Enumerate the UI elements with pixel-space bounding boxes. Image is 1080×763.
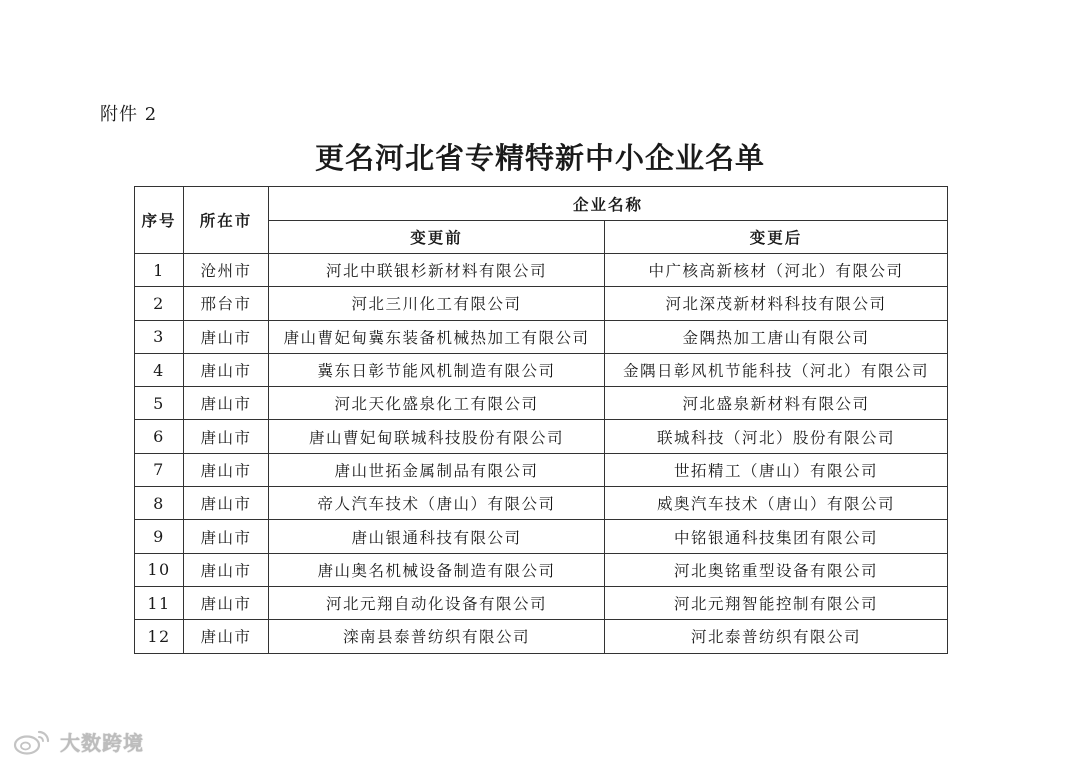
cell-city: 唐山市 [184, 420, 269, 453]
table-row [135, 387, 948, 420]
cell-seq: 7 [135, 453, 184, 486]
cell-before: 河北元翔自动化设备有限公司 [269, 586, 605, 619]
table-row [135, 320, 948, 353]
cell-before: 唐山银通科技有限公司 [269, 520, 605, 553]
table-header-row [135, 187, 948, 221]
cell-seq: 5 [135, 387, 184, 420]
cell-before: 滦南县泰普纺织有限公司 [269, 620, 605, 653]
cell-before: 帝人汽车技术（唐山）有限公司 [269, 487, 605, 520]
cell-before: 河北中联银杉新材料有限公司 [269, 254, 605, 287]
cell-seq: 6 [135, 420, 184, 453]
cell-before: 冀东日彰节能风机制造有限公司 [269, 353, 605, 386]
cell-after: 金隅日彰风机节能科技（河北）有限公司 [605, 353, 948, 386]
cell-after: 河北元翔智能控制有限公司 [605, 586, 948, 619]
cell-city: 唐山市 [184, 387, 269, 420]
cell-before: 河北三川化工有限公司 [269, 287, 605, 320]
cell-seq: 3 [135, 320, 184, 353]
cell-city: 唐山市 [184, 487, 269, 520]
weibo-logo-icon [12, 728, 54, 756]
watermark-text: 大数跨境 [60, 731, 144, 755]
cell-city: 唐山市 [184, 520, 269, 553]
cell-after: 河北盛泉新材料有限公司 [605, 387, 948, 420]
cell-before: 唐山奥名机械设备制造有限公司 [269, 553, 605, 586]
cell-seq: 2 [135, 287, 184, 320]
cell-city: 沧州市 [184, 254, 269, 287]
cell-after: 威奥汽车技术（唐山）有限公司 [605, 487, 948, 520]
cell-before: 唐山曹妃甸冀东装备机械热加工有限公司 [269, 320, 605, 353]
company-rename-table [134, 186, 948, 654]
document-title: 更名河北省专精特新中小企业名单 [314, 141, 765, 175]
cell-city: 唐山市 [184, 586, 269, 619]
table-row [135, 620, 948, 653]
cell-after: 河北深茂新材料科技有限公司 [605, 287, 948, 320]
table-row [135, 254, 948, 287]
cell-city: 唐山市 [184, 320, 269, 353]
cell-seq: 4 [135, 353, 184, 386]
table-row [135, 287, 948, 320]
table-row [135, 353, 948, 386]
cell-before: 唐山曹妃甸联城科技股份有限公司 [269, 420, 605, 453]
cell-seq: 8 [135, 487, 184, 520]
cell-after: 中广核高新核材（河北）有限公司 [605, 254, 948, 287]
table-row [135, 487, 948, 520]
cell-city: 邢台市 [184, 287, 269, 320]
cell-before: 唐山世拓金属制品有限公司 [269, 453, 605, 486]
table-row [135, 586, 948, 619]
cell-after: 世拓精工（唐山）有限公司 [605, 453, 948, 486]
watermark [12, 727, 144, 756]
cell-city: 唐山市 [184, 620, 269, 653]
table-body [135, 254, 948, 654]
cell-after: 河北奥铭重型设备有限公司 [605, 553, 948, 586]
cell-seq: 10 [135, 553, 184, 586]
cell-city: 唐山市 [184, 453, 269, 486]
table-row [135, 520, 948, 553]
cell-city: 唐山市 [184, 553, 269, 586]
cell-after: 中铭银通科技集团有限公司 [605, 520, 948, 553]
header-company-name: 企业名称 [269, 187, 948, 221]
cell-seq: 9 [135, 520, 184, 553]
attachment-label: 附件 2 [100, 104, 158, 125]
cell-seq: 1 [135, 254, 184, 287]
header-after: 变更后 [605, 221, 948, 254]
header-city: 所在市 [184, 187, 269, 254]
cell-after: 金隅热加工唐山有限公司 [605, 320, 948, 353]
table-row [135, 420, 948, 453]
cell-seq: 12 [135, 620, 184, 653]
cell-before: 河北天化盛泉化工有限公司 [269, 387, 605, 420]
header-before: 变更前 [269, 221, 605, 254]
table-row [135, 453, 948, 486]
cell-after: 河北泰普纺织有限公司 [605, 620, 948, 653]
cell-city: 唐山市 [184, 353, 269, 386]
cell-seq: 11 [135, 586, 184, 619]
header-seq: 序号 [135, 187, 184, 254]
cell-after: 联城科技（河北）股份有限公司 [605, 420, 948, 453]
table-row [135, 553, 948, 586]
